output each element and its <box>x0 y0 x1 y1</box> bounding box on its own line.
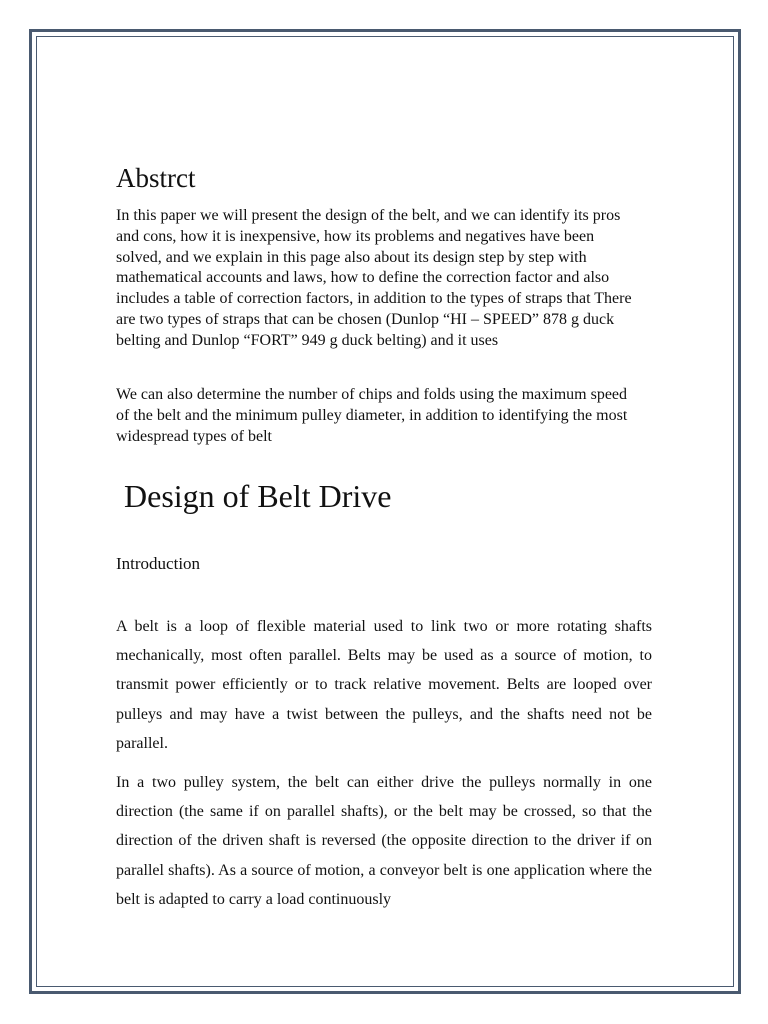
introduction-paragraph: A belt is a loop of flexible material used to link two or more rotating shafts mechanically, most often parallel. Belts may be used as a source of motion, to transmit power efficiently or to track relative movement. Belts are looped over pulleys and may have a twist between the pulleys, and the shafts need not be parallel. <box>116 618 652 752</box>
introduction-paragraph: In a two pulley system, the belt can either drive the pulleys normally in one direction (the same if on parallel shafts), or the belt may be crossed, so that the direction of the driven shaft is reversed (the opposite direction to the driver if on parallel shafts). As a source of motion, a conveyor belt is one application where the belt is adapted to carry a load continuously <box>116 774 652 908</box>
abstract-paragraph: We can also determine the number of chips and folds using the maximum speed of the belt and the minimum pulley diameter, in addition to identifying the most widespread types of belt <box>116 386 628 445</box>
abstract-heading: Abstrct <box>116 163 196 193</box>
abstract-paragraph: In this paper we will present the design of the belt, and we can identify its pros and cons, how it is inexpensive, how its problems and negatives have been solved, and we explain in this page also about its design step by step with mathematical accounts and laws, how to define the correction factor and also includes a table of correction factors, in addition to the types of straps that There are two types of straps that can be chosen (Dunlop “HI – SPEED” 878 g duck belting and Dunlop “FORT” 949 g duck belting) and it uses <box>116 207 632 349</box>
introduction-heading: Introduction <box>116 554 201 573</box>
document-title: Design of Belt Drive <box>124 478 392 514</box>
